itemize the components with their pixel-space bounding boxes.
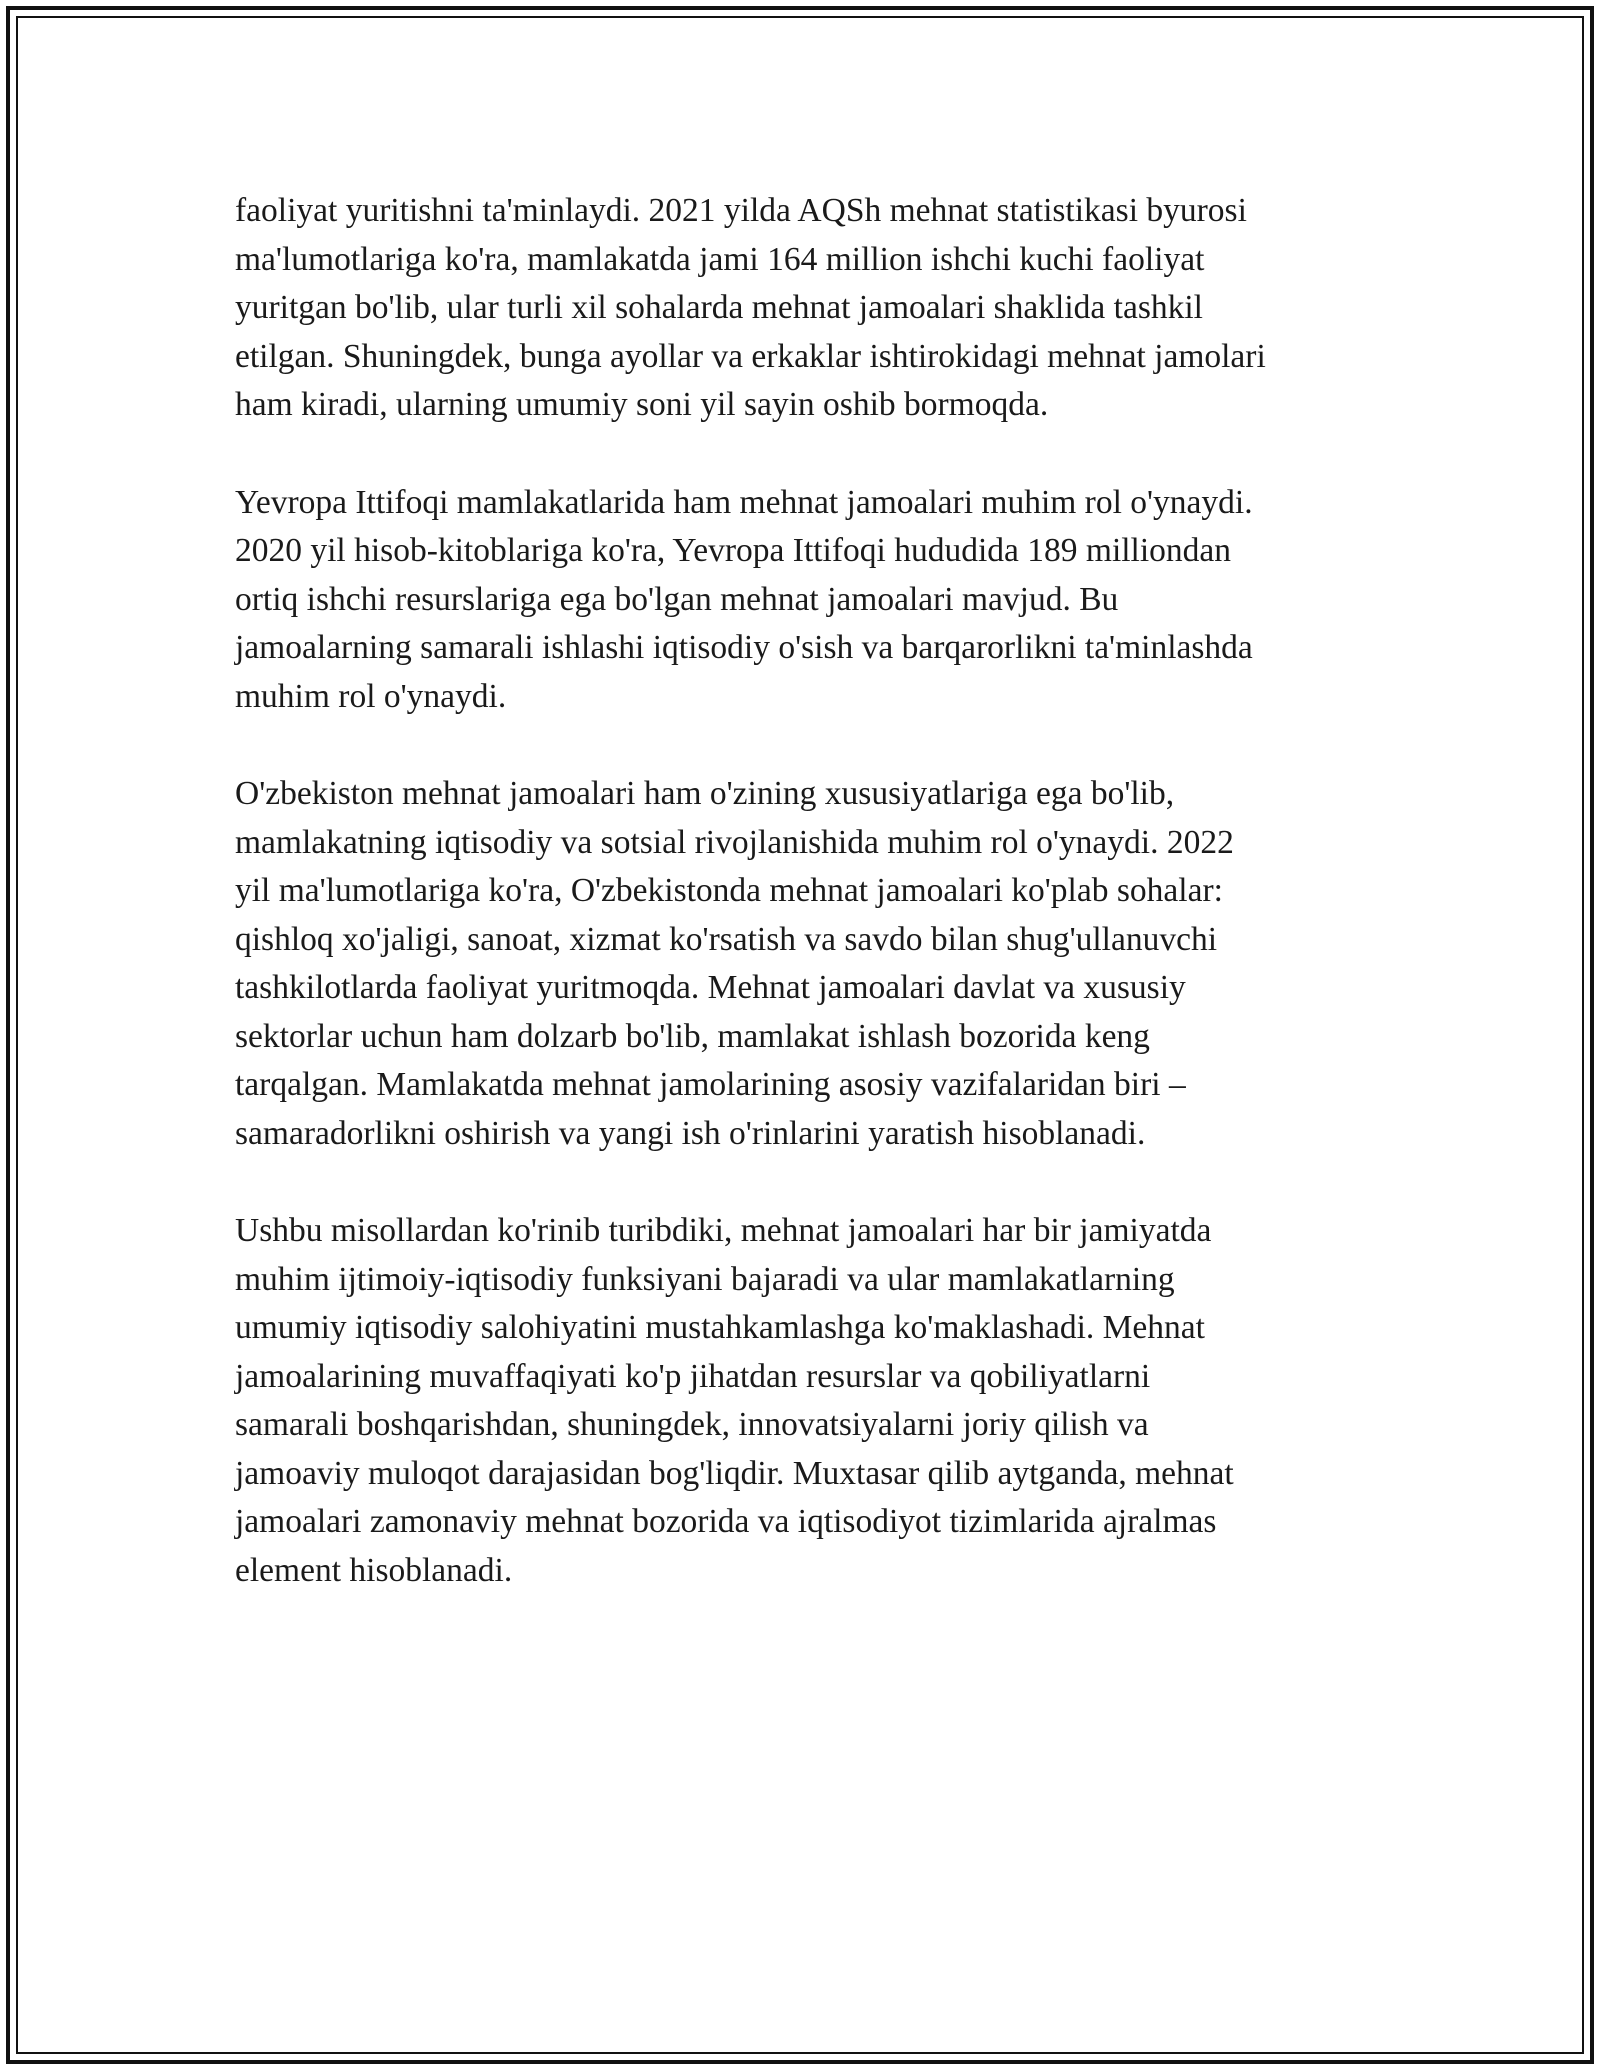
text-line: ham kiradi, ularning umumiy soni yil sayin oshib bormoqda.: [235, 386, 1049, 423]
text-line: jamoalarning samarali ishlashi iqtisodiy o'sish va barqarorlikni ta'minlashda: [235, 629, 1253, 666]
text-line: faoliyat yuritishni ta'minlaydi. 2021 yilda AQSh mehnat statistikasi byurosi: [235, 192, 1247, 229]
text-line: O'zbekiston mehnat jamoalari ham o'zining xususiyatlariga ega bo'lib,: [235, 775, 1175, 812]
text-line: yil ma'lumotlariga ko'ra, O'zbekistonda mehnat jamoalari ko'plab sohalar:: [235, 872, 1223, 909]
text-line: ma'lumotlariga ko'ra, mamlakatda jami 164 million ishchi kuchi faoliyat: [235, 240, 1205, 278]
text-line: ortiq ishchi resurslariga ega bo'lgan mehnat jamoalari mavjud. Bu: [235, 580, 1119, 618]
document-body: [235, 187, 1375, 1644]
text-line: jamoalari zamonaviy mehnat bozorida va iqtisodiyot tizimlarida ajralmas: [235, 1503, 1217, 1540]
text-line: jamoaviy muloqot darajasidan bog'liqdir. Muxtasar qilib aytganda, mehnat: [235, 1454, 1234, 1492]
text-line: etilgan. Shuningdek, bunga ayollar va erkaklar ishtirokidagi mehnat jamolari: [235, 337, 1266, 375]
text-line: element hisoblanadi.: [235, 1551, 513, 1589]
text-line: tarqalgan. Mamlakatda mehnat jamolarining asosiy vazifalaridan biri –: [235, 1066, 1186, 1103]
text-line: umumiy iqtisodiy salohiyatini mustahkamlashga ko'maklashadi. Mehnat: [235, 1309, 1205, 1346]
text-line: sektorlar uchun ham dolzarb bo'lib, mamlakat ishlash bozorida keng: [235, 1017, 1150, 1055]
text-line: samaradorlikni oshirish va yangi ish o'rinlarini yaratish hisoblanadi.: [235, 1114, 1146, 1152]
text-line: jamoalarining muvaffaqiyati ko'p jihatdan resurslar va qobiliyatlarni: [235, 1357, 1151, 1395]
paragraph-3: [235, 770, 1375, 1158]
text-line: muhim rol o'ynaydi.: [235, 677, 507, 715]
text-line: samarali boshqarishdan, shuningdek, innovatsiyalarni joriy qilish va: [235, 1406, 1149, 1443]
paragraph-1: [235, 187, 1375, 430]
text-line: tashkilotlarda faoliyat yuritmoqda. Mehnat jamoalari davlat va xususiy: [235, 969, 1186, 1006]
paragraph-4: [235, 1207, 1375, 1595]
paragraph-2: [235, 479, 1375, 722]
text-line: 2020 yil hisob-kitoblariga ko'ra, Yevropa Ittifoqi hududida 189 milliondan: [235, 532, 1232, 569]
text-line: Yevropa Ittifoqi mamlakatlarida ham mehnat jamoalari muhim rol o'ynaydi.: [235, 483, 1253, 521]
text-line: muhim ijtimoiy-iqtisodiy funksiyani bajaradi va ular mamlakatlarning: [235, 1260, 1175, 1298]
text-line: mamlakatning iqtisodiy va sotsial rivojlanishida muhim rol o'ynaydi. 2022: [235, 823, 1234, 861]
text-line: qishloq xo'jaligi, sanoat, xizmat ko'rsatish va savdo bilan shug'ullanuvchi: [235, 920, 1218, 958]
text-line: Ushbu misollardan ko'rinib turibdiki, mehnat jamoalari har bir jamiyatda: [235, 1212, 1212, 1249]
text-line: yuritgan bo'lib, ular turli xil sohalarda mehnat jamoalari shaklida tashkil: [235, 289, 1203, 326]
